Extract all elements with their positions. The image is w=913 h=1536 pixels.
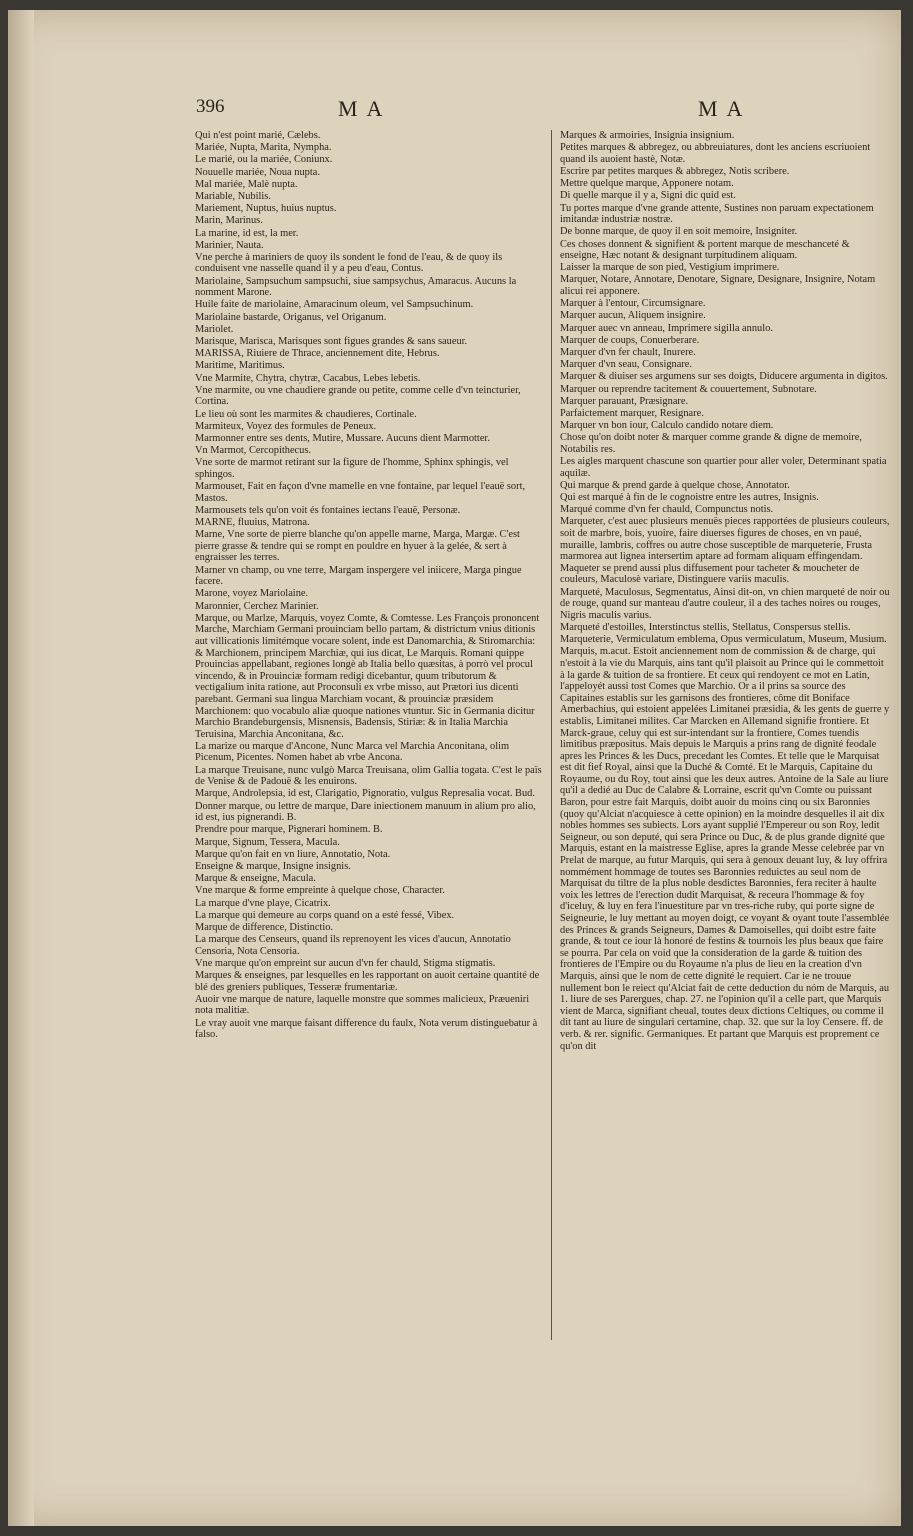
dictionary-entry: Marquer aucun, Aliquem insignire. [560, 310, 706, 322]
dictionary-entry: Parfaictement marquer, Resignare. [560, 407, 704, 419]
dictionary-entry: Marque, ou Marlze, Marquis, voyez Comte, & Comtesse. Les François prononcent Marche, Marchiam Germani prouinciam bello partam, & districtum vnius ditionis aut villicationis limitémque vocare solent, inde est Danomarchia, & Stiromarchia: & Marchionem, principem Marchiæ, qui ius dicat, Le Marquis. Romani quippe Prouincias appellabant, regiones longè ab Italia bello quæsitas, à porrò vel procul vincendo, & in Prouinciæ formam redigi dicebantur, quum tributorum & vectigalium inita ratione, aut Proconsuli ex vrbe misso, aut Prætori ius dicenti parebant. Germani sua lingua Marchiam vocant, & prouinciæ præsidem Marchionem: quo vocabulo aliæ quoque nationes vtuntur. Sic in Germania dicitur Marchio Brandeburgensis, Misnensis, Badensis, Stiriæ: & in Italia Marchia Teruisina, Marchia Anconitana, &c. [195, 612, 540, 740]
dictionary-entry: Marque, Signum, Tessera, Macula. [195, 836, 340, 848]
dictionary-entry: Marmousets tels qu'on voit és fontaines iectans l'eauë, Personæ. [195, 504, 461, 516]
dictionary-entry: MARNE, fluuius, Matrona. [195, 517, 310, 529]
dictionary-entry: Di quelle marque il y a, Signi dic quid est. [560, 190, 736, 202]
dictionary-entry: Marqué comme d'vn fer chauld, Compunctus notis. [560, 504, 774, 516]
dictionary-entry: Mal mariée, Malè nupta. [195, 178, 298, 190]
dictionary-entry: La marque Treuisane, nunc vulgò Marca Treuisana, olim Gallia togata. C'est le païs de Venise & de Padouë & les enuirons. [195, 764, 542, 788]
dictionary-entry: Vne perche à mariniers de quoy ils sondent le fond de l'eau, & de quoy ils conduisent vne nasselle quand il y a peu d'eau, Contus. [195, 251, 503, 275]
dictionary-entry: Laisser la marque de son pied, Vestigium imprimere. [560, 262, 780, 274]
dictionary-entry: Mariolet. [195, 323, 234, 335]
dictionary-entry: Marquis, m.acut. Estoit anciennement nom de commission & de charge, qui n'estoit à la vie du Marquis, ains tant qu'il plaisoit au Prince qui le commettoit à la garde & tuition de sa frontiere. Et ceux qui rendoyent ce mot en Latin, l'appeloyét aussi tost Comes que Marchio. Or a il prins sa source des Capitaines establis sur les garnisons des frontieres, côme dit Boniface Amerbachius, qui estoient appelées Limitanei præsidia, & les gents de guerre y establis, Limitanei milites. Car Marcken en Allemand signifie frontiere. Et Marck-graue, celuy qui est sur-intendant sur la frontiere, Comes tuendis limitibus præpositus. Mais depuis le Marquis a prins rang de dignité feodale apres les Princes & les Ducs, precedant les Comtes. Et telle que le Marquisat est dit fief Royal, ainsi que la Duché & Comté. Et le Marquis, Capitaine du Royaume, ou du Roy, tout ainsi que les deux autres. Antoine de la Sale au liure qu'il a dedié au Duc de Calabre & Lorraine, escrit qu'vn Comte ou puissant Baron, pour estre fait Marquis, doibt auoir du moins cinq ou six Baronnies (quoy qu'Alciat n'acquiesce à cette opinion) en la moindre desquelles il ait dix nobles hommes ses subiects. Lors ayant supplié l'Empereur ou son Roy, ledit Seigneur, ou son deputé, qui sera Prince ou Duc, & de plus grande dignité que Marquis, estant en la maistresse Eglise, apres la grande Messe celebrée par vn Prelat de marque, au futur Marquis, qui sera à genoux deuant luy, & luy offrira nommément hommage de toutes ses Baronnies reduictes au seul nom de Marquisat du tiltre de la plus noble desdictes Baronnies, fera reciter à haulte voix les lettres de l'erection dudit Marquisat, & receura l'hommage & foy d'iceluy, & luy en fera l'inuestiture par vn tres-riche ruby, qui porte signe de Seigneurie, le luy mettant au moyen doigt, ce voyant & oyant toute l'assemblée des Princes & grands Seigneurs, Dames & Damoiselles, qui doibt estre faite grande, & tout ce iour là honoré de festins & tournois les plus beaux que faire se pourra. Par cela on void que la consideration de la garde & tuition des frontieres de l'Empire ou du Royaume n'a plus de lieu en la creation d'vn Marquis, ainsi que le nom de cette dignité le requiert. Car ie ne trouue nullement bon le reiect qu'Alciat fait de cette deduction du nóm de Marquis, au 1. liure de ses Parergues, chap. 27. ne l'opinion qu'il a celle part, que Marquis vient de Marca, signifiant cheual, toutes deux dictions Celtiques, ou comme il dit tant au liure de singulari certamine, chap. 32. que sur la loy Censere. ff. de verb. & rer. signific. Germaniques. Et partant que Marquis est proprement ce qu'on dit [560, 646, 890, 1052]
dictionary-entry: Qui marque & prend garde à quelque chose, Annotator. [560, 479, 790, 491]
dictionary-entry: Marqueter, c'est auec plusieurs menuës pieces rapportées de plusieurs couleurs, soit de marbre, bois, yuoire, faire diuerses figures de choses, en vn paué, muraille, lambris, coffres ou autre chose susceptible de marqueterie, Frusta marmorea aut lignea intersertim aptare ad formam aliquam effingendam. Maqueter se prend aussi plus diffusement pour tacheter & moucheter de couleurs, Maculosè variare, Distinguere variis maculis. [560, 516, 890, 586]
right-column-heading: MA [698, 96, 752, 121]
dictionary-entry: Qui est marqué à fin de le cognoistre entre les autres, Insignis. [560, 492, 819, 504]
dictionary-entry: Le vray auoit vne marque faisant difference du faulx, Nota verum distinguebatur à falso. [195, 1017, 538, 1041]
dictionary-entry: Marque qu'on fait en vn liure, Annotatio, Nota. [195, 848, 391, 860]
dictionary-entry: De bonne marque, de quoy il en soit memoire, Insigniter. [560, 226, 798, 238]
dictionary-entry: La marize ou marque d'Ancone, Nunc Marca vel Marchia Anconitana, olim Picenum, Picentes. Nomen habet ab vrbe Ancona. [195, 740, 510, 764]
dictionary-entry: Marqueté d'estoilles, Interstinctus stellis, Stellatus, Conspersus stellis. [560, 621, 851, 633]
dictionary-entry: Marin, Marinus. [195, 215, 263, 227]
dictionary-entry: Marquer auec vn anneau, Imprimere sigilla annulo. [560, 322, 773, 334]
dictionary-entry: Vn Marmot, Cercopithecus. [195, 445, 312, 457]
dictionary-entry: Marquer, Notare, Annotare, Denotare, Signare, Designare, Insignire, Notam alicui rei apponere. [560, 274, 876, 298]
column-divider [551, 130, 552, 1340]
dictionary-entry: Donner marque, ou lettre de marque, Dare iniectionem manuum in alium pro alio, id est, ius pignerandi. B. [195, 800, 536, 824]
dictionary-entry: Marque & enseigne, Macula. [195, 873, 316, 885]
dictionary-entry: Marquer à l'entour, Circumsignare. [560, 298, 706, 310]
running-header [8, 96, 901, 126]
dictionary-entry: Huile faite de mariolaine, Amaracinum oleum, vel Sampsuchinum. [195, 299, 474, 311]
dictionary-entry: Mariolaine bastarde, Origanus, vel Origanum. [195, 311, 387, 323]
dictionary-entry: Marquer ou reprendre tacitement & couuertement, Subnotare. [560, 383, 817, 395]
dictionary-entry: Marmouset, Fait en façon d'vne mamelle en vne fontaine, par lequel l'eauë sort, Mastos. [195, 481, 526, 504]
dictionary-entry: Chose qu'on doibt noter & marquer comme grande & digne de memoire, Notabilis res. [560, 432, 862, 455]
dictionary-entry: Le marié, ou la mariée, Coniunx. [195, 154, 333, 166]
dictionary-entry: Marmonner entre ses dents, Mutire, Mussare. Aucuns dient Marmotter. [195, 432, 490, 444]
dictionary-entry: La marque des Censeurs, quand ils reprenoyent les vices d'aucun, Annotatio Censoria, Nota Censoria. [195, 934, 511, 957]
dictionary-entry: La marine, id est, la mer. [195, 227, 299, 239]
dictionary-entry: Mariolaine, Sampsuchum sampsuchi, siue sampsychus, Amaracus. Aucuns la nomment Marone. [195, 275, 517, 299]
dictionary-entry: Vne marque & forme empreinte à quelque chose, Character. [195, 885, 445, 897]
dictionary-entry: MARISSA, Riuiere de Thrace, anciennement dite, Hebrus. [195, 348, 440, 360]
dictionary-entry: Nouuelle mariée, Noua nupta. [195, 166, 320, 178]
dictionary-entry: Marquer vn bon iour, Calculo candido notare diem. [560, 420, 774, 432]
dictionary-entry: Maronnier, Cerchez Marinier. [195, 600, 319, 612]
dictionary-entry: Tu portes marque d'vne grande attente, Sustines non paruam expectationem imitandæ industriæ nostræ. [560, 202, 874, 226]
dictionary-entry: Marquer d'vn seau, Consignare. [560, 359, 693, 371]
left-column [195, 130, 543, 1390]
page-gutter-shadow [8, 10, 34, 1526]
dictionary-entry: Enseigne & marque, Insigne insignis. [195, 860, 351, 872]
dictionary-entry: Mariement, Nuptus, huius nuptus. [195, 203, 337, 215]
dictionary-entry: Ces choses donnent & signifient & portent marque de meschanceté & enseigne, Hæc notant & designant turpitudinem aliquam. [560, 238, 850, 262]
dictionary-entry: Vne sorte de marmot retirant sur la figure de l'homme, Sphinx sphingis, vel sphingos. [195, 457, 509, 480]
dictionary-entry: Mettre quelque marque, Apponere notam. [560, 178, 734, 190]
dictionary-entry: Marqueté, Maculosus, Segmentatus, Ainsi dit-on, vn chien marqueté de noir ou de rouge, quand sur manteau d'autre couleur, il a des taches noires ou rouges, Nigris maculis varius. [560, 586, 890, 621]
dictionary-entry: Marques & armoiries, Insignia insignium. [560, 130, 735, 141]
dictionary-entry: Qui n'est point marié, Cælebs. [195, 130, 321, 141]
dictionary-entry: Vne marmite, ou vne chaudiere grande ou petite, comme celle d'vn teincturier, Cortina. [195, 384, 521, 408]
page-number: 396 [196, 96, 225, 117]
dictionary-entry: Vne marque qu'on empreint sur aucun d'vn fer chauld, Stigma stigmatis. [195, 957, 496, 969]
dictionary-entry: Marque de difference, Distinctio. [195, 921, 334, 933]
dictionary-entry: Le lieu où sont les marmites & chaudieres, Cortinale. [195, 408, 417, 420]
dictionary-entry: Maritime, Maritimus. [195, 360, 285, 372]
dictionary-entry: Marquer parauant, Præsignare. [560, 395, 689, 407]
dictionary-entry: Les aigles marquent chascune son quartier pour aller voler, Determinant spatia aquilæ. [560, 456, 887, 479]
dictionary-entry: Mariée, Nupta, Marita, Nympha. [195, 142, 332, 154]
dictionary-entry: Marquer de coups, Conuerberare. [560, 334, 700, 346]
dictionary-entry: Vne Marmite, Chytra, chytræ, Cacabus, Lebes lebetis. [195, 372, 421, 384]
book-page [8, 10, 901, 1526]
dictionary-entry: Marone, voyez Mariolaine. [195, 588, 309, 600]
dictionary-entry: Petites marques & abbregez, ou abbreuiatures, dont les anciens escriuoient quand ils auoient hastè, Notæ. [560, 142, 871, 165]
dictionary-entry: Escrire par petites marques & abbregez, Notis scribere. [560, 165, 790, 177]
dictionary-entry: La marque qui demeure au corps quand on a esté fessé, Vibex. [195, 909, 455, 921]
right-column [560, 130, 890, 1390]
dictionary-entry: Marmiteux, Voyez des formules de Peneux. [195, 420, 377, 432]
dictionary-entry: Marner vn champ, ou vne terre, Margam inspergere vel iniicere, Marga pingue facere. [195, 564, 522, 588]
dictionary-entry: Mariable, Nubilis. [195, 190, 271, 202]
dictionary-entry: Marinier, Nauta. [195, 239, 264, 251]
dictionary-entry: Auoir vne marque de nature, laquelle monstre que sommes malicieux, Præueniri nota malitiæ. [195, 993, 530, 1017]
dictionary-entry: Marquer & diuiser ses argumens sur ses doigts, Diducere argumenta in digitos. [560, 371, 888, 383]
left-column-heading: MA [338, 96, 392, 121]
dictionary-entry: Marques & enseignes, par lesquelles en les rapportant on auoit certaine quantité de blé des greniers publiques, Tesseræ frumentariæ. [195, 970, 540, 993]
dictionary-entry: La marque d'vne playe, Cicatrix. [195, 897, 331, 909]
dictionary-entry: Marisque, Marisca, Marisques sont figues grandes & sans saueur. [195, 336, 468, 347]
dictionary-entry: Marqueterie, Vermiculatum emblema, Opus vermiculatum, Museum, Musium. [560, 634, 887, 646]
dictionary-entry: Prendre pour marque, Pignerari hominem. B. [195, 824, 383, 836]
dictionary-entry: Marque, Androlepsia, id est, Clarigatio, Pignoratio, vulgus Represalia vocat. Bud. [195, 788, 535, 800]
dictionary-entry: Marne, Vne sorte de pierre blanche qu'on appelle marne, Marga, Margæ. C'est pierre grasse & tendre qui se rompt en pouldre en hyuer à la gelée, & sert à engraisser les terres. [195, 529, 520, 564]
dictionary-entry: Marquer d'vn fer chault, Inurere. [560, 347, 696, 358]
